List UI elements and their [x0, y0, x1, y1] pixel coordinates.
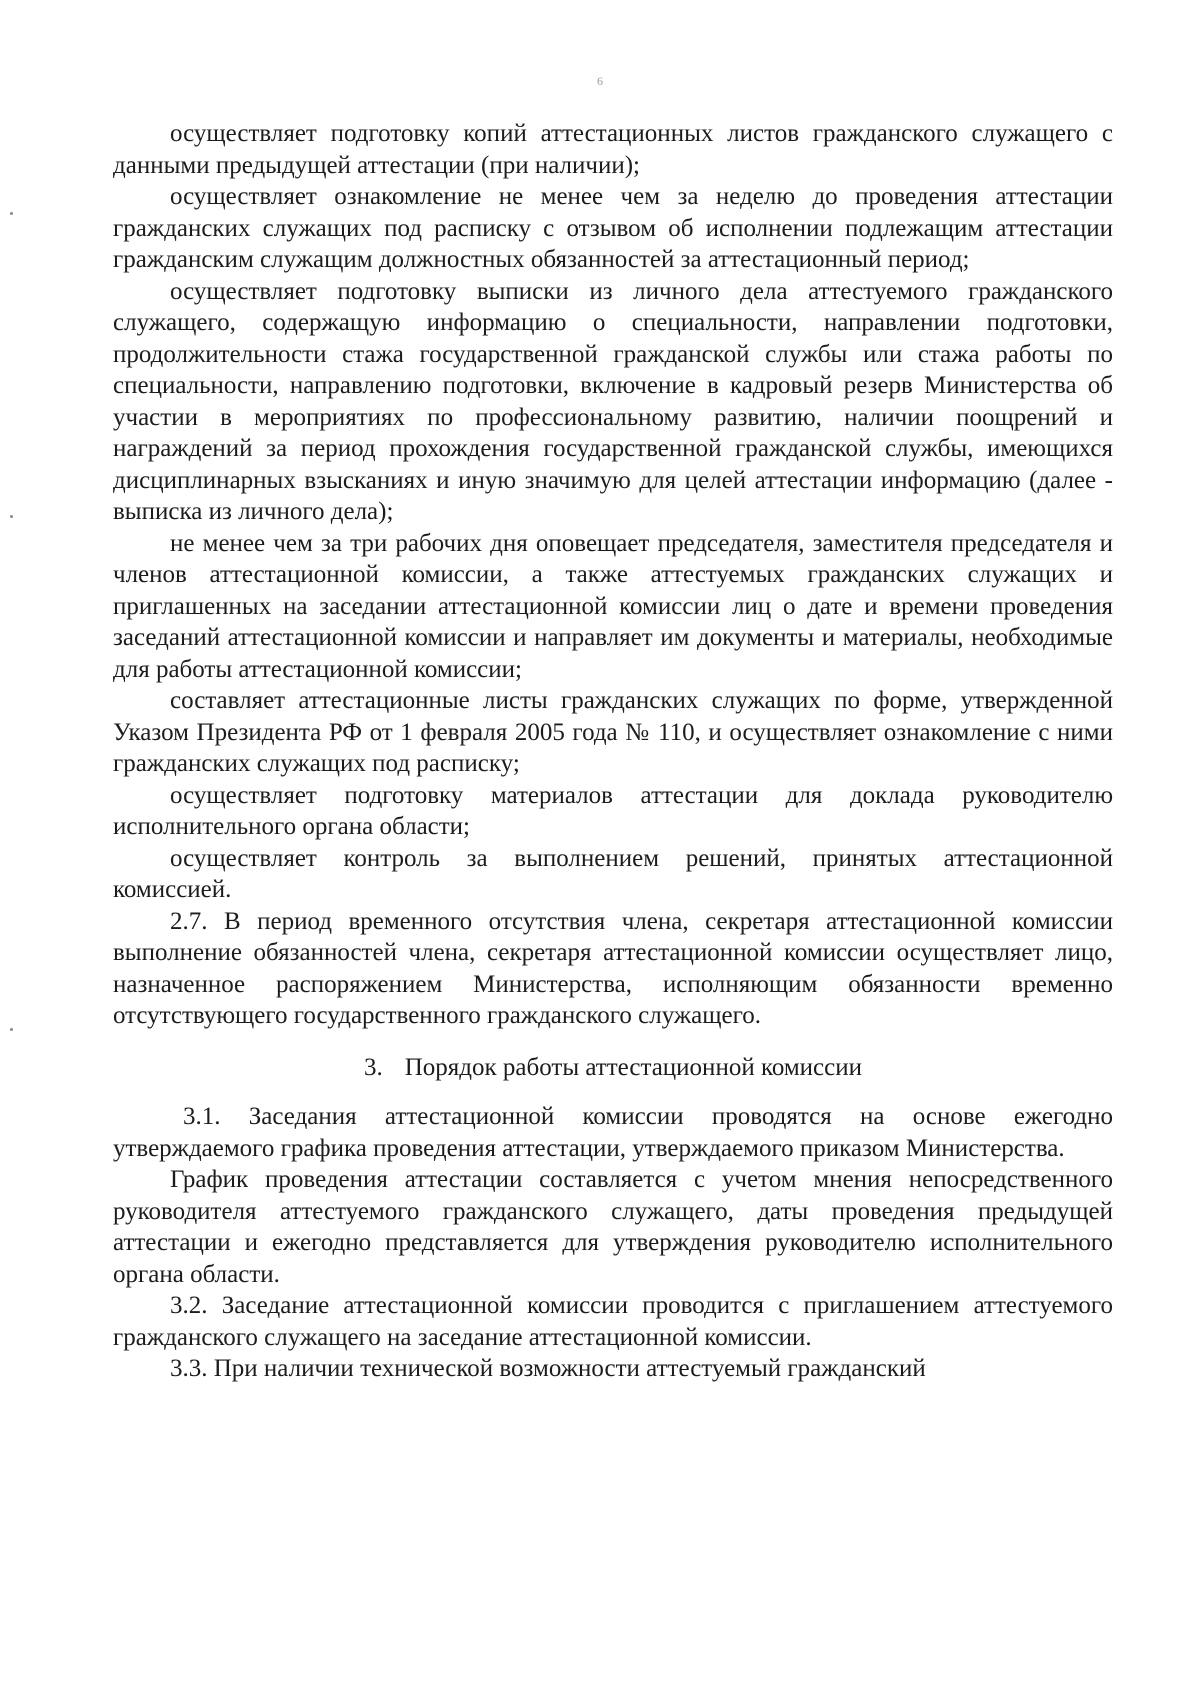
paragraph-personal-file-extract: осуществляет подготовку выписки из личного дела аттестуемого гражданского служащего, содержащую информацию о специальности, направлении подготовки, продолжительности стажа государственной гражданской службы или стажа работы по специальности, направлению подготовки, включение в кадровый резерв Министерства об участии в мероприятиях по профессиональному развитию, наличии поощрений и награждений за период прохождения государственной гражданской службы, имеющихся дисциплинарных взысканиях и иную значимую для целей аттестации информацию (далее - выписка из личного дела);: [113, 277, 1113, 525]
paragraph-control: осуществляет контроль за выполнением решений, принятых аттестационной комиссией.: [113, 844, 1113, 903]
section-heading: [113, 1052, 1113, 1084]
paragraph-2-7-absence: 2.7. В период временного отсутствия члена, секретаря аттестационной комиссии выполнение обязанностей члена, секретаря аттестационной комиссии осуществляет лицо, назначенное распоряжением Министерства, исполняющим обязанности временно отсутствующего государственного гражданского служащего.: [113, 907, 1113, 1029]
section-title: Порядок работы аттестационной комиссии: [404, 1053, 862, 1081]
margin-mark: [10, 1028, 13, 1031]
paragraph-3-2-meeting: 3.2. Заседание аттестационной комиссии проводится с приглашением аттестуемого гражданского служащего на заседание аттестационной комиссии.: [113, 1292, 1113, 1351]
paragraph-schedule-drafting: График проведения аттестации составляется с учетом мнения непосредственного руководителя аттестуемого гражданского служащего, даты проведения предыдущей аттестации и ежегодно представляется для утверждения руководителю исполнительного органа области.: [113, 1166, 1113, 1288]
paragraph-materials-preparation: осуществляет подготовку материалов аттестации для доклада руководителю исполнительного органа области;: [113, 781, 1113, 840]
section-number: 3.: [363, 1053, 383, 1081]
margin-mark: [10, 515, 13, 518]
paragraph-3-1-schedule: 3.1. Заседания аттестационной комиссии проводятся на основе ежегодно утверждаемого графика проведения аттестации, утверждаемого приказом Министерства.: [113, 1103, 1113, 1162]
paragraph-review-familiarization: осуществляет ознакомление не менее чем за неделю до проведения аттестации гражданских служащих под расписку с отзывом об исполнении подлежащим аттестации гражданским служащим должностных обязанностей за аттестационный период;: [113, 183, 1113, 273]
paragraph-3-3-technical: 3.3. При наличии технической возможности аттестуемый гражданский: [170, 1355, 926, 1382]
margin-mark: [10, 212, 13, 215]
paragraph-copies: осуществляет подготовку копий аттестационных листов гражданского служащего с данными предыдущей аттестации (при наличии);: [113, 120, 1113, 179]
document-body: [113, 118, 1113, 1385]
page-number: 6: [597, 74, 603, 88]
paragraph-attestation-sheets: составляет аттестационные листы гражданских служащих по форме, утвержденной Указом Президента РФ от 1 февраля 2005 года № 110, и осуществляет ознакомление с ними гражданских служащих под расписку;: [113, 687, 1113, 777]
paragraph-notification: не менее чем за три рабочих дня оповещает председателя, заместителя председателя и членов аттестационной комиссии, а также аттестуемых гражданских служащих и приглашенных на заседании аттестационной комиссии лиц о дате и времени проведения заседаний аттестационной комиссии и направляет им документы и материалы, необходимые для работы аттестационной комиссии;: [113, 529, 1113, 683]
